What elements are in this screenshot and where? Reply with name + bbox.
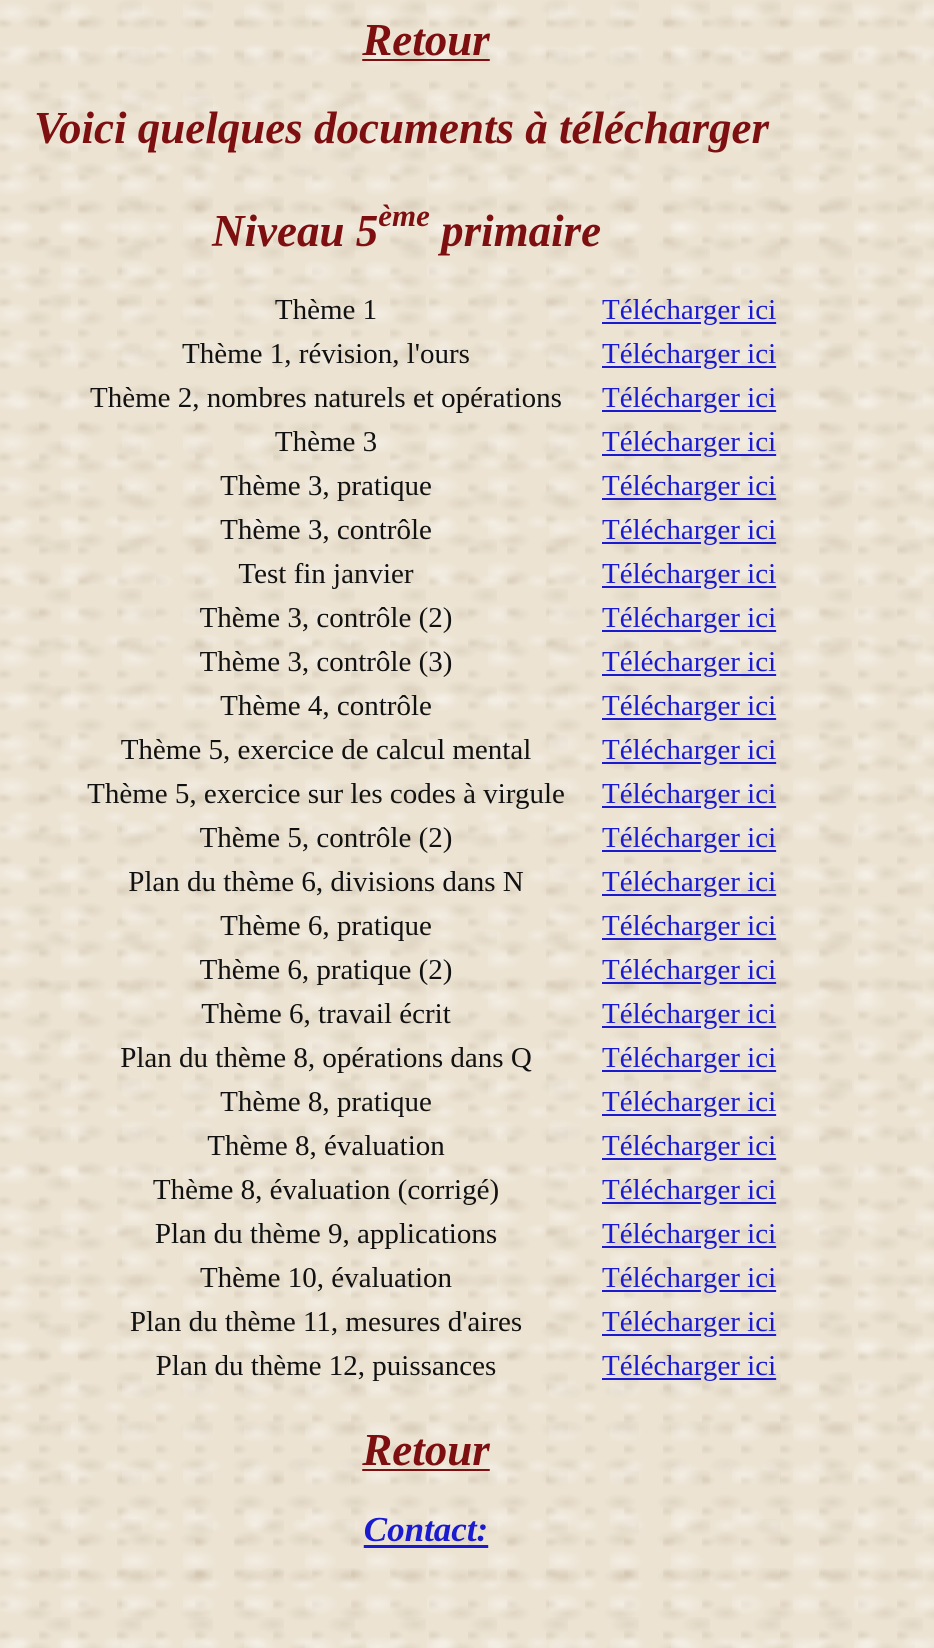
document-title: Plan du thème 6, divisions dans N [128,865,524,898]
contact-link-wrapper [0,1508,852,1552]
document-title: Thème 4, contrôle [220,689,432,722]
document-title: Test fin janvier [238,557,414,590]
document-title: Thème 3 [274,425,378,458]
download-link[interactable]: Télécharger ici [602,645,777,678]
document-row [58,464,776,508]
document-title: Thème 3, contrôle [220,513,432,546]
document-row [58,1212,776,1256]
document-title: Thème 1, révision, l'ours [182,337,470,370]
download-cell [602,1080,776,1124]
download-link[interactable]: Télécharger ici [602,1261,777,1294]
download-cell [602,684,776,728]
level-heading-superscript: ème [378,198,430,233]
download-cell [602,332,776,376]
document-title: Thème 8, évaluation (corrigé) [152,1173,500,1206]
document-row [58,1080,776,1124]
download-link[interactable]: Télécharger ici [602,953,777,986]
document-row [58,860,776,904]
document-row [58,1036,776,1080]
return-link-top[interactable]: Retour [362,15,490,65]
download-cell [602,640,776,684]
contact-link[interactable]: Contact: [363,1510,489,1549]
intro-heading: Voici quelques documents à télécharger [34,103,769,153]
download-link[interactable]: Télécharger ici [602,381,777,414]
download-cell [602,1036,776,1080]
document-row [58,332,776,376]
document-title: Thème 2, nombres naturels et opérations [90,381,562,414]
download-cell [602,1344,776,1388]
document-row [58,1168,776,1212]
return-link-bottom[interactable]: Retour [362,1425,490,1475]
document-title: Plan du thème 11, mesures d'aires [129,1305,523,1338]
document-title: Thème 3, contrôle (2) [199,601,453,634]
documents-table-body [58,288,776,1388]
download-link[interactable]: Télécharger ici [602,513,777,546]
download-cell [602,772,776,816]
document-row [58,728,776,772]
download-link[interactable]: Télécharger ici [602,777,777,810]
download-link[interactable]: Télécharger ici [602,909,777,942]
document-row [58,1124,776,1168]
document-row [58,376,776,420]
document-title: Plan du thème 9, applications [154,1217,498,1250]
document-row [58,1300,776,1344]
download-link[interactable]: Télécharger ici [602,1305,777,1338]
download-cell [602,1168,776,1212]
document-title: Thème 1 [274,293,378,326]
document-title: Thème 6, travail écrit [201,997,451,1030]
download-cell [602,552,776,596]
document-title: Thème 5, contrôle (2) [199,821,453,854]
document-row [58,772,776,816]
document-row [58,596,776,640]
download-link[interactable]: Télécharger ici [602,997,777,1030]
document-title: Thème 10, évaluation [199,1261,453,1294]
download-link[interactable]: Télécharger ici [602,557,777,590]
download-cell [602,420,776,464]
document-row [58,552,776,596]
document-row [58,904,776,948]
download-cell [602,992,776,1036]
document-title: Thème 8, évaluation [207,1129,445,1162]
download-link[interactable]: Télécharger ici [602,293,777,326]
document-title: Thème 8, pratique [220,1085,432,1118]
download-cell [602,464,776,508]
level-heading [212,190,601,261]
download-link[interactable]: Télécharger ici [602,689,777,722]
download-cell [602,948,776,992]
download-link[interactable]: Télécharger ici [602,1041,777,1074]
download-cell [602,1256,776,1300]
document-title: Plan du thème 12, puissances [155,1349,497,1382]
download-link[interactable]: Télécharger ici [602,601,777,634]
document-row [58,684,776,728]
document-title: Thème 3, pratique [220,469,432,502]
document-row [58,948,776,992]
download-link[interactable]: Télécharger ici [602,337,777,370]
document-title: Thème 6, pratique (2) [199,953,453,986]
download-link[interactable]: Télécharger ici [602,1085,777,1118]
download-cell [602,816,776,860]
download-cell [602,1300,776,1344]
document-row [58,288,776,332]
document-row [58,1256,776,1300]
download-link[interactable]: Télécharger ici [602,865,777,898]
download-link[interactable]: Télécharger ici [602,1217,777,1250]
download-cell [602,508,776,552]
document-row [58,640,776,684]
level-heading-suffix: primaire [429,206,602,256]
return-link-top-wrapper [0,10,852,70]
document-row [58,508,776,552]
document-row [58,420,776,464]
download-link[interactable]: Télécharger ici [602,1173,777,1206]
document-title: Thème 3, contrôle (3) [199,645,453,678]
document-title: Plan du thème 8, opérations dans Q [120,1041,532,1074]
download-cell [602,376,776,420]
download-cell [602,1212,776,1256]
document-row [58,816,776,860]
document-row [58,992,776,1036]
document-title: Thème 5, exercice de calcul mental [120,733,532,766]
download-link[interactable]: Télécharger ici [602,733,777,766]
download-link[interactable]: Télécharger ici [602,821,777,854]
document-title: Thème 6, pratique [220,909,432,942]
download-cell [602,860,776,904]
download-link[interactable]: Télécharger ici [602,1349,777,1382]
download-cell [602,904,776,948]
download-link[interactable]: Télécharger ici [602,469,777,502]
document-title: Thème 5, exercice sur les codes à virgule [87,777,565,810]
documents-table [58,288,776,1388]
download-link[interactable]: Télécharger ici [602,425,777,458]
download-link[interactable]: Télécharger ici [602,1129,777,1162]
download-cell [602,288,776,332]
return-link-bottom-wrapper [0,1420,852,1480]
download-cell [602,728,776,772]
document-row [58,1344,776,1388]
download-cell [602,596,776,640]
download-cell [602,1124,776,1168]
level-heading-prefix: Niveau 5 [212,206,379,256]
